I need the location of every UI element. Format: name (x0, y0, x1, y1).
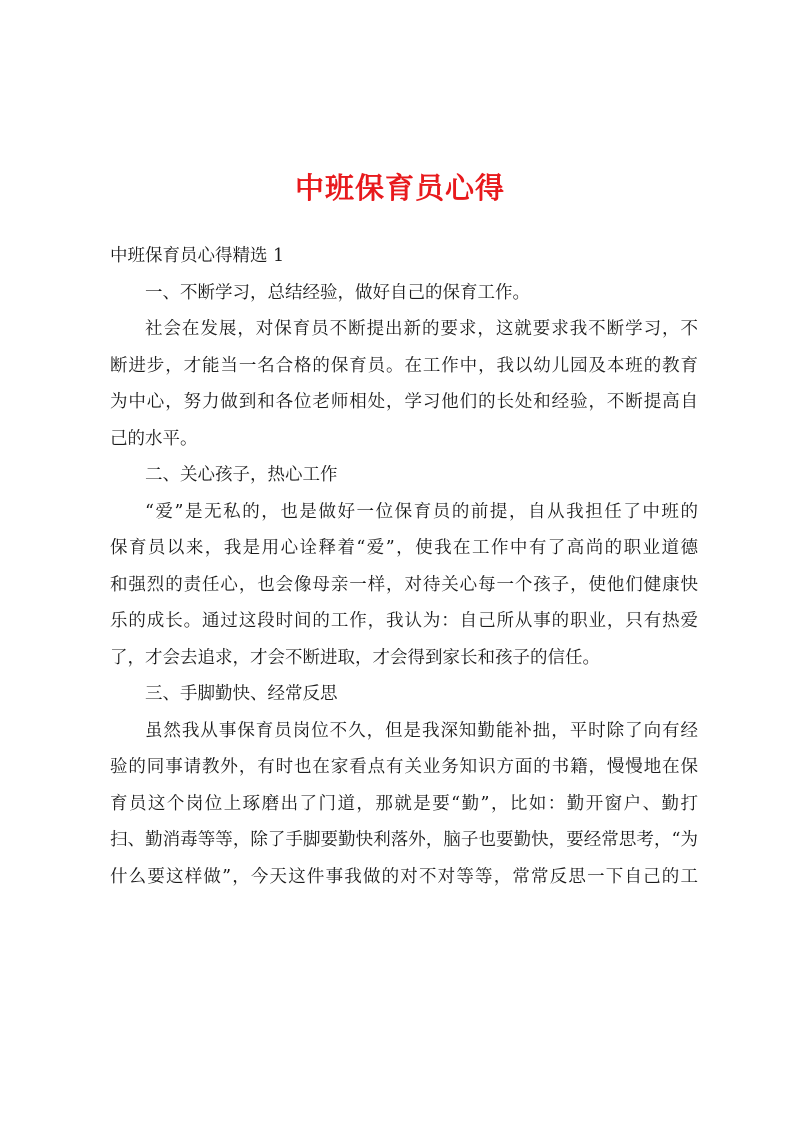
text-line: 和强烈的责任心，也会像母亲一样，对待关心每一个孩子，使他们健康快 (110, 574, 698, 595)
document-title: 中班保育员心得 (294, 171, 505, 205)
text-line: 社会在发展，对保育员不断提出新的要求，这就要求我不断学习，不 (145, 319, 698, 339)
text-line: 育员这个岗位上琢磨出了门道，那就是要“勤”，比如：勤开窗户、勤打 (110, 793, 698, 814)
text-line: 一、不断学习，总结经验，做好自己的保育工作。 (145, 282, 530, 303)
text-line: 中班保育员心得精选 1 (110, 246, 285, 266)
text-line: 二、关心孩子，热心工作 (145, 465, 338, 485)
text-line: 什么要这样做”，今天这件事我做的对不对等等，常常反思一下自己的工 (110, 866, 698, 887)
text-line: 了，才会去追求，才会不断进取，才会得到家长和孩子的信任。 (110, 647, 600, 668)
document-body (110, 238, 698, 895)
text-line: 虽然我从事保育员岗位不久，但是我深知勤能补拙，平时除了向有经 (145, 720, 698, 741)
text-line: 验的同事请教外，有时也在家看点有关业务知识方面的书籍，慢慢地在保 (110, 757, 698, 777)
text-line: 扫、勤消毒等等，除了手脚要勤快利落外，脑子也要勤快，要经常思考，“为 (110, 830, 698, 850)
text-line: 为中心，努力做到和各位老师相处，学习他们的长处和经验，不断提高自 (110, 392, 698, 412)
text-line: “爱”是无私的，也是做好一位保育员的前提，自从我担任了中班的 (145, 501, 698, 522)
text-line: 己的水平。 (110, 428, 198, 449)
text-line: 断进步，才能当一名合格的保育员。在工作中，我以幼儿园及本班的教育 (110, 355, 698, 376)
text-line: 乐的成长。通过这段时间的工作，我认为：自己所从事的职业，只有热爱 (110, 611, 698, 631)
text-line: 保育员以来，我是用心诠释着“爱”，使我在工作中有了高尚的职业道德 (110, 538, 698, 558)
text-line: 三、手脚勤快、经常反思 (145, 684, 338, 704)
